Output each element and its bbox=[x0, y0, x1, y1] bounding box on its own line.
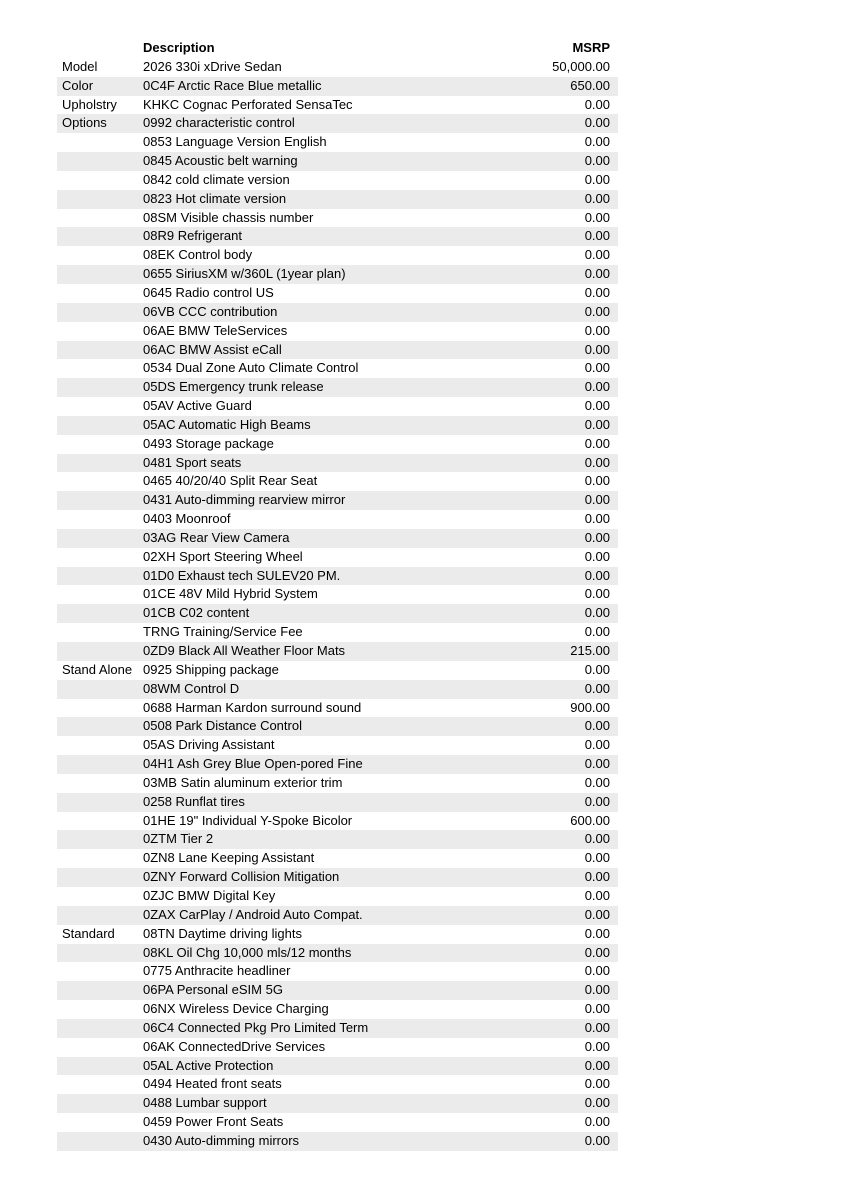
row-msrp: 0.00 bbox=[584, 492, 610, 508]
row-msrp: 0.00 bbox=[584, 963, 610, 979]
table-row bbox=[57, 152, 618, 171]
row-description: 0459 Power Front Seats bbox=[143, 1114, 284, 1130]
row-msrp: 0.00 bbox=[584, 925, 610, 941]
row-description: 05AS Driving Assistant bbox=[143, 737, 275, 753]
row-description: 0ZJC BMW Digital Key bbox=[143, 887, 276, 903]
row-msrp: 0.00 bbox=[584, 850, 610, 866]
row-description: 2026 330i xDrive Sedan bbox=[143, 58, 282, 74]
row-msrp: 0.00 bbox=[584, 303, 610, 319]
table-row bbox=[57, 1038, 618, 1057]
row-description: 01CB C02 content bbox=[143, 605, 250, 621]
row-description: 0465 40/20/40 Split Rear Seat bbox=[143, 473, 318, 489]
table-row bbox=[57, 265, 618, 284]
options-table bbox=[57, 39, 618, 1151]
row-msrp: 0.00 bbox=[584, 360, 610, 376]
row-description: 01HE 19" Individual Y-Spoke Bicolor bbox=[143, 812, 353, 828]
table-row bbox=[57, 359, 618, 378]
table-row bbox=[57, 435, 618, 454]
row-msrp: 0.00 bbox=[584, 793, 610, 809]
row-msrp: 0.00 bbox=[584, 906, 610, 922]
row-category: Standard bbox=[62, 925, 115, 941]
row-description: 04H1 Ash Grey Blue Open-pored Fine bbox=[143, 756, 363, 772]
row-msrp: 0.00 bbox=[584, 379, 610, 395]
table-row bbox=[57, 227, 618, 246]
row-description: 08R9 Refrigerant bbox=[143, 228, 242, 244]
row-msrp: 0.00 bbox=[584, 756, 610, 772]
table-row bbox=[57, 585, 618, 604]
row-description: 0ZAX CarPlay / Android Auto Compat. bbox=[143, 906, 363, 922]
row-description: 0508 Park Distance Control bbox=[143, 718, 302, 734]
table-row bbox=[57, 717, 618, 736]
row-msrp: 0.00 bbox=[584, 1001, 610, 1017]
row-msrp: 900.00 bbox=[570, 699, 610, 715]
row-description: 0493 Storage package bbox=[143, 435, 274, 451]
table-row bbox=[57, 774, 618, 793]
table-row bbox=[57, 736, 618, 755]
table-row bbox=[57, 246, 618, 265]
row-description: 0842 cold climate version bbox=[143, 171, 290, 187]
table-row bbox=[57, 322, 618, 341]
row-description: 06PA Personal eSIM 5G bbox=[143, 982, 283, 998]
row-msrp: 0.00 bbox=[584, 1095, 610, 1111]
row-category: Model bbox=[62, 58, 98, 74]
table-row bbox=[57, 190, 618, 209]
row-msrp: 0.00 bbox=[584, 96, 610, 112]
row-description: 0ZD9 Black All Weather Floor Mats bbox=[143, 643, 346, 658]
table-row bbox=[57, 303, 618, 322]
row-description: 08WM Control D bbox=[143, 680, 240, 696]
table-row bbox=[57, 661, 618, 680]
table-body bbox=[57, 58, 618, 1151]
table-row bbox=[57, 548, 618, 567]
row-description: 08EK Control body bbox=[143, 247, 253, 263]
row-description: 0ZNY Forward Collision Mitigation bbox=[143, 869, 340, 885]
row-msrp: 0.00 bbox=[584, 831, 610, 847]
row-msrp: 0.00 bbox=[584, 1076, 610, 1092]
row-msrp: 0.00 bbox=[584, 228, 610, 244]
table-row bbox=[57, 416, 618, 435]
table-row bbox=[57, 397, 618, 416]
row-description: 06AC BMW Assist eCall bbox=[143, 341, 282, 357]
table-header-row bbox=[57, 39, 618, 58]
table-row bbox=[57, 868, 618, 887]
table-row bbox=[57, 793, 618, 812]
row-description: 0431 Auto-dimming rearview mirror bbox=[143, 492, 346, 508]
row-description: 0ZN8 Lane Keeping Assistant bbox=[143, 850, 315, 866]
table-row bbox=[57, 623, 618, 642]
row-description: 03MB Satin aluminum exterior trim bbox=[143, 774, 343, 790]
row-msrp: 215.00 bbox=[570, 643, 610, 658]
table-row bbox=[57, 529, 618, 548]
row-msrp: 0.00 bbox=[584, 982, 610, 998]
row-description: 05DS Emergency trunk release bbox=[143, 379, 324, 395]
row-description: 0853 Language Version English bbox=[143, 134, 327, 150]
table-row bbox=[57, 699, 618, 718]
row-msrp: 0.00 bbox=[584, 567, 610, 583]
table-row bbox=[57, 962, 618, 981]
row-description: 0688 Harman Kardon surround sound bbox=[143, 699, 362, 715]
table-row bbox=[57, 981, 618, 1000]
row-msrp: 600.00 bbox=[570, 812, 610, 828]
row-msrp: 0.00 bbox=[584, 661, 610, 677]
table-row bbox=[57, 58, 618, 77]
row-description: 05AC Automatic High Beams bbox=[143, 416, 311, 432]
row-description: 0430 Auto-dimming mirrors bbox=[143, 1132, 300, 1148]
row-msrp: 0.00 bbox=[584, 624, 610, 640]
row-description: 06AK ConnectedDrive Services bbox=[143, 1038, 326, 1054]
table-row bbox=[57, 755, 618, 774]
row-description: 0488 Lumbar support bbox=[143, 1095, 267, 1111]
table-row bbox=[57, 1019, 618, 1038]
row-msrp: 0.00 bbox=[584, 153, 610, 169]
row-msrp: 0.00 bbox=[584, 247, 610, 263]
row-msrp: 0.00 bbox=[584, 190, 610, 206]
table-row bbox=[57, 341, 618, 360]
table-row bbox=[57, 944, 618, 963]
row-description: 06NX Wireless Device Charging bbox=[143, 1001, 329, 1017]
row-msrp: 0.00 bbox=[584, 115, 610, 131]
row-description: 05AL Active Protection bbox=[143, 1057, 274, 1073]
table-row bbox=[57, 642, 618, 661]
row-msrp: 0.00 bbox=[584, 869, 610, 885]
row-category: Options bbox=[62, 115, 107, 131]
row-description: 0655 SiriusXM w/360L (1year plan) bbox=[143, 266, 346, 282]
table-row bbox=[57, 1113, 618, 1132]
table-row bbox=[57, 209, 618, 228]
table-row bbox=[57, 1094, 618, 1113]
row-msrp: 0.00 bbox=[584, 529, 610, 545]
row-msrp: 0.00 bbox=[584, 511, 610, 527]
row-msrp: 0.00 bbox=[584, 398, 610, 414]
row-msrp: 0.00 bbox=[584, 680, 610, 696]
row-description: 06C4 Connected Pkg Pro Limited Term bbox=[143, 1019, 369, 1035]
table-row bbox=[57, 454, 618, 473]
row-description: 06AE BMW TeleServices bbox=[143, 322, 288, 338]
row-description: 0925 Shipping package bbox=[143, 661, 279, 677]
row-description: 0ZTM Tier 2 bbox=[143, 831, 214, 847]
table-row bbox=[57, 604, 618, 623]
header-msrp: MSRP bbox=[572, 40, 610, 55]
table-row bbox=[57, 114, 618, 133]
table-row bbox=[57, 284, 618, 303]
row-msrp: 0.00 bbox=[584, 454, 610, 470]
row-description: 05AV Active Guard bbox=[143, 398, 252, 414]
table-row bbox=[57, 1057, 618, 1076]
row-msrp: 0.00 bbox=[584, 774, 610, 790]
table-row bbox=[57, 1000, 618, 1019]
table-row bbox=[57, 925, 618, 944]
row-msrp: 0.00 bbox=[584, 473, 610, 489]
row-msrp: 0.00 bbox=[584, 1038, 610, 1054]
row-description: 06VB CCC contribution bbox=[143, 303, 278, 319]
row-description: 0481 Sport seats bbox=[143, 454, 242, 470]
row-description: 08SM Visible chassis number bbox=[143, 209, 314, 225]
table-row bbox=[57, 96, 618, 115]
row-category: Stand Alone bbox=[62, 661, 133, 677]
row-msrp: 0.00 bbox=[584, 1057, 610, 1073]
table-row bbox=[57, 1132, 618, 1151]
table-row bbox=[57, 77, 618, 96]
table-row bbox=[57, 133, 618, 152]
row-description: 0403 Moonroof bbox=[143, 511, 231, 527]
row-msrp: 0.00 bbox=[584, 548, 610, 564]
row-description: 0823 Hot climate version bbox=[143, 190, 287, 206]
row-description: TRNG Training/Service Fee bbox=[143, 624, 303, 640]
row-description: 0534 Dual Zone Auto Climate Control bbox=[143, 360, 359, 376]
row-description: 0C4F Arctic Race Blue metallic bbox=[143, 77, 322, 93]
header-description: Description bbox=[143, 40, 215, 55]
row-description: 0494 Heated front seats bbox=[143, 1076, 282, 1092]
row-description: 0992 characteristic control bbox=[143, 115, 295, 131]
table-row bbox=[57, 171, 618, 190]
row-msrp: 0.00 bbox=[584, 266, 610, 282]
row-msrp: 0.00 bbox=[584, 435, 610, 451]
row-msrp: 0.00 bbox=[584, 416, 610, 432]
row-description: 01CE 48V Mild Hybrid System bbox=[143, 586, 318, 602]
row-msrp: 0.00 bbox=[584, 887, 610, 903]
table-row bbox=[57, 472, 618, 491]
row-msrp: 0.00 bbox=[584, 944, 610, 960]
row-msrp: 0.00 bbox=[584, 605, 610, 621]
row-description: 0258 Runflat tires bbox=[143, 793, 245, 809]
table-row bbox=[57, 491, 618, 510]
table-row bbox=[57, 887, 618, 906]
row-msrp: 0.00 bbox=[584, 284, 610, 300]
row-msrp: 0.00 bbox=[584, 1114, 610, 1130]
row-description: 08TN Daytime driving lights bbox=[143, 925, 302, 941]
table-row bbox=[57, 906, 618, 925]
row-msrp: 0.00 bbox=[584, 322, 610, 338]
row-description: 08KL Oil Chg 10,000 mls/12 months bbox=[143, 944, 352, 960]
table-row bbox=[57, 1075, 618, 1094]
row-description: 01D0 Exhaust tech SULEV20 PM. bbox=[143, 567, 341, 583]
row-description: 0845 Acoustic belt warning bbox=[143, 153, 298, 169]
row-description: KHKC Cognac Perforated SensaTec bbox=[143, 96, 353, 112]
row-category: Upholstry bbox=[62, 96, 117, 112]
row-msrp: 0.00 bbox=[584, 209, 610, 225]
row-msrp: 0.00 bbox=[584, 1132, 610, 1148]
row-msrp: 0.00 bbox=[584, 586, 610, 602]
row-msrp: 0.00 bbox=[584, 134, 610, 150]
row-msrp: 50,000.00 bbox=[552, 58, 610, 74]
row-description: 0645 Radio control US bbox=[143, 284, 274, 300]
row-description: 0775 Anthracite headliner bbox=[143, 963, 291, 979]
row-msrp: 0.00 bbox=[584, 341, 610, 357]
row-msrp: 0.00 bbox=[584, 718, 610, 734]
row-description: 03AG Rear View Camera bbox=[143, 529, 290, 545]
table-row bbox=[57, 680, 618, 699]
row-msrp: 0.00 bbox=[584, 1019, 610, 1035]
table-row bbox=[57, 378, 618, 397]
row-category: Color bbox=[62, 77, 94, 93]
table-row bbox=[57, 830, 618, 849]
table-row bbox=[57, 812, 618, 831]
table-row bbox=[57, 849, 618, 868]
row-msrp: 0.00 bbox=[584, 737, 610, 753]
table-row bbox=[57, 567, 618, 586]
row-msrp: 650.00 bbox=[570, 77, 610, 93]
row-msrp: 0.00 bbox=[584, 171, 610, 187]
row-description: 02XH Sport Steering Wheel bbox=[143, 548, 303, 564]
table-row bbox=[57, 510, 618, 529]
